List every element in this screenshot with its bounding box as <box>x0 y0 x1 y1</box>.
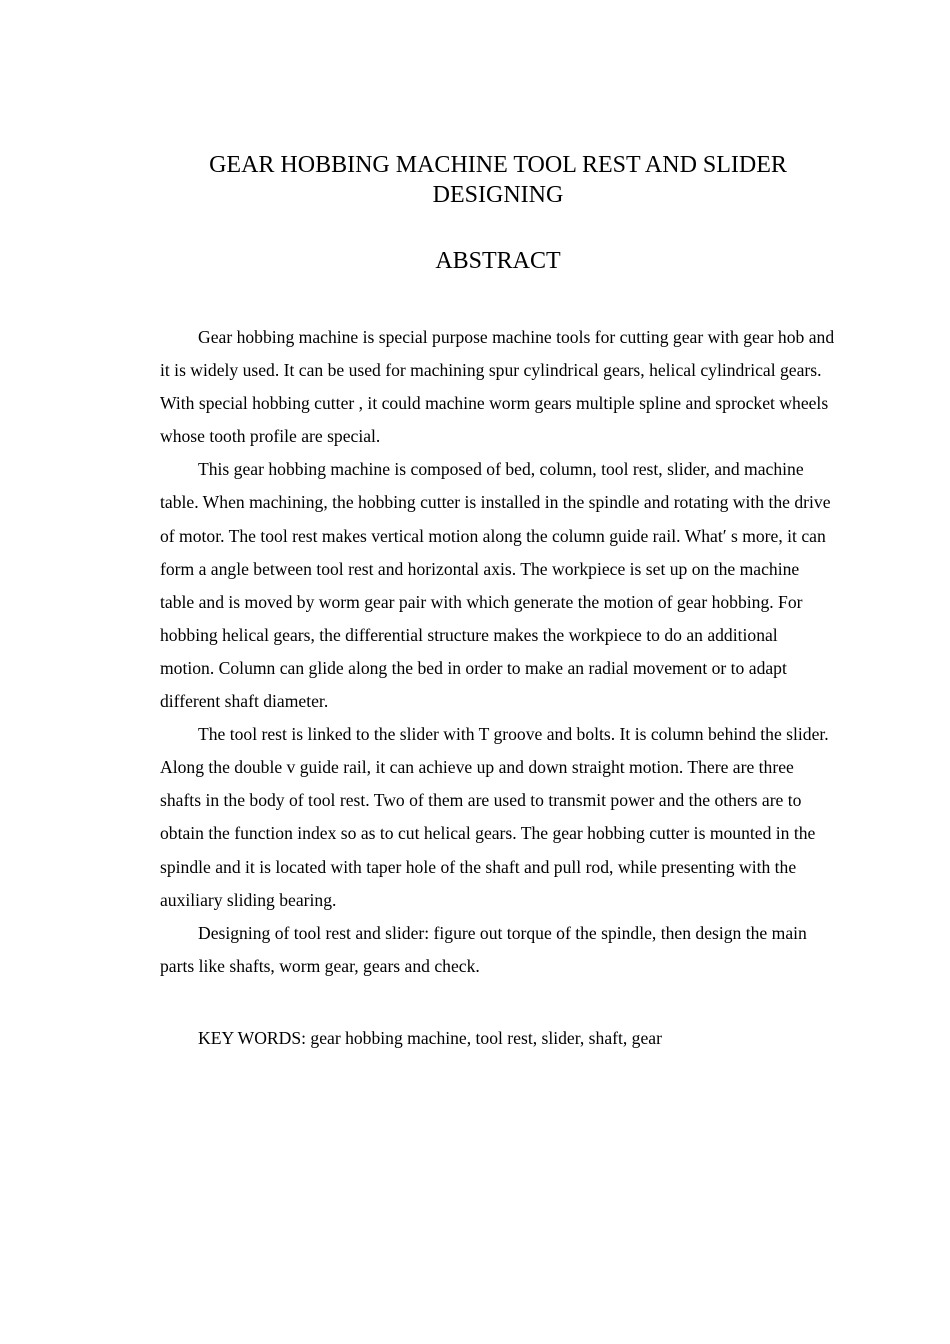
keywords-line: KEY WORDS: gear hobbing machine, tool rest, slider, shaft, gear <box>198 1028 662 1048</box>
abstract-paragraph-4: Designing of tool rest and slider: figure out torque of the spindle, then design the main parts like shafts, worm gear, gears and check. <box>160 922 807 976</box>
abstract-paragraph-3: The tool rest is linked to the slider with T groove and bolts. It is column behind the slider. Along the double v guide rail, it can achieve up and down straight motion. There are three shafts in the body of tool rest. Two of them are used to transmit power and the others are to obtain the function index so as to cut helical gears. The gear hobbing cutter is mounted in the spindle and it is located with taper hole of the shaft and pull rod, while presenting with the auxiliary sliding bearing. <box>160 724 829 910</box>
abstract-body <box>160 321 836 983</box>
abstract-paragraph-1: Gear hobbing machine is special purpose machine tools for cutting gear with gear hob and it is widely used. It can be used for machining spur cylindrical gears, helical cylindrical gears. With special hobbing cutter , it could machine worm gears multiple spline and sprocket wheels whose tooth profile are special. <box>160 327 835 447</box>
abstract-paragraph-2: This gear hobbing machine is composed of bed, column, tool rest, slider, and machine table. When machining, the hobbing cutter is installed in the spindle and rotating with the drive of motor. The tool rest makes vertical motion along the column guide rail. What′ s more, it can form a angle between tool rest and horizontal axis. The workpiece is set up on the machine table and is moved by worm gear pair with which generate the motion of gear hobbing. For hobbing helical gears, the differential structure makes the workpiece to do an additional motion. Column can glide along the bed in order to make an radial movement or to adapt different shaft diameter. <box>160 459 831 712</box>
abstract-heading: ABSTRACT <box>435 248 561 274</box>
document-title: GEAR HOBBING MACHINE TOOL REST AND SLIDER DESIGNING <box>209 152 787 208</box>
